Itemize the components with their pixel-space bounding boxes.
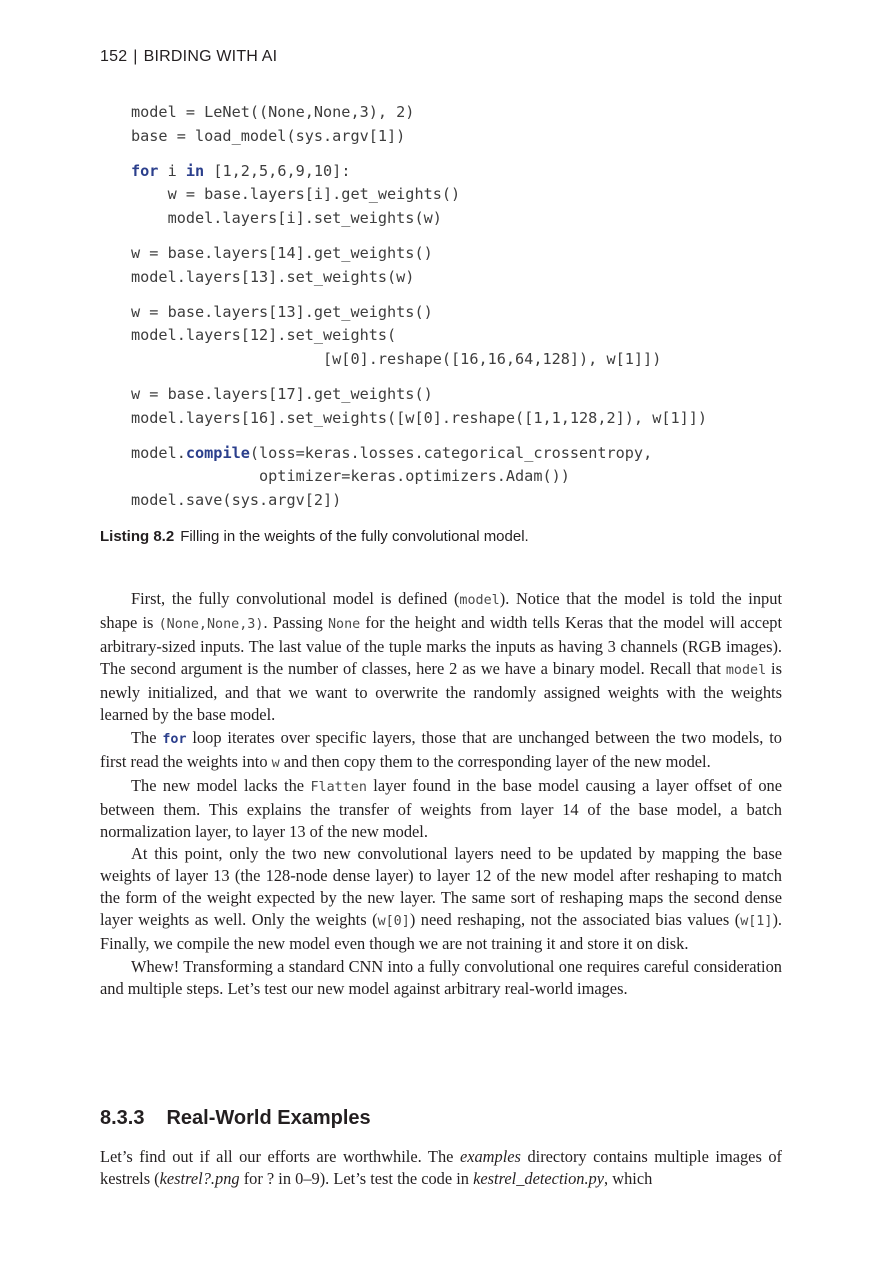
paragraph: Let’s find out if all our efforts are worthwhile. The examples directory contains multiple images of kestrels (kestrel?.png for ? in 0–9). Let’s test the code in kestrel_detection.py, which: [100, 1147, 782, 1189]
code-line: [w[0].reshape([16,16,64,128]), w[1]]): [131, 350, 662, 369]
section-heading: [100, 1107, 371, 1130]
section-number: 8.3.3: [100, 1107, 145, 1129]
running-header: [100, 48, 277, 66]
code-line: model.layers[12].set_weights(: [131, 326, 397, 345]
code-line: w = base.layers[i].get_weights(): [131, 185, 461, 204]
code-line: model = LeNet((None,None,3), 2): [131, 103, 415, 121]
section-title: Real-World Examples: [166, 1107, 371, 1129]
code-line: w = base.layers[14].get_weights(): [131, 243, 433, 262]
inline-code: model: [459, 593, 500, 608]
listing-caption-text: Filling in the weights of the fully convolutional model.: [180, 528, 529, 545]
code-line: model.layers[i].set_weights(w): [131, 209, 442, 228]
inline-code: w[0]: [377, 914, 410, 930]
body-text: [100, 588, 782, 1000]
inline-code: w[1]: [740, 914, 773, 930]
code-keyword: in: [185, 161, 205, 180]
code-line: model.layers[13].set_weights(w): [131, 267, 415, 286]
listing-caption: [100, 528, 529, 545]
inline-code: model: [725, 663, 767, 679]
body-text-section: [100, 1146, 782, 1190]
listing-label: Listing 8.2: [100, 528, 175, 545]
paragraph: The for loop iterates over specific layers, those that are unchanged between the two models, to first read the weights into w and then copy them to the corresponding layer of the new model.: [100, 727, 782, 771]
code-line: model.save(sys.argv[2]): [131, 491, 342, 510]
code-line: model.layers[16].set_weights([w[0].reshape([1,1,128,2]), w[1]]): [131, 408, 708, 427]
code-line: for i in [1,2,5,6,9,10]:: [131, 161, 351, 180]
inline-code: w: [271, 755, 280, 771]
inline-code: (None,None,3): [158, 617, 264, 633]
code-line: w = base.layers[17].get_weights(): [131, 384, 433, 403]
inline-code-keyword: for: [162, 731, 187, 747]
italic-term: kestrel_detection.py: [473, 1169, 605, 1189]
paragraph: At this point, only the two new convolutional layers need to be updated by mapping the base weights of layer 13 (the 128-node dense layer) to layer 12 of the new model after reshaping to match the form of the weight expected by the new layer. The same sort of reshaping maps the second dense layer weights as well. Only the weights (w[0]) need reshaping, not the associated bias values (w[1]). Finally, we compile the new model even though we are not training it and store it on disk.: [100, 844, 782, 954]
code-keyword: for: [131, 161, 159, 180]
italic-term: examples: [459, 1147, 521, 1166]
page-number: 152: [100, 48, 128, 65]
paragraph: First, the fully convolutional model is defined (model). Notice that the model is told the input shape is (None,None,3). Passing None for the height and width tells Keras that the model will accept arbitrary-sized inputs. The last value of the tuple marks the inputs as having 3 channels (RGB images). The second argument is the number of classes, here 2 as we have a binary model. Recall that model is newly initialized, and that we want to overwrite the randomly assigned weights with the weights learned by the base model.: [100, 589, 783, 725]
header-separator: |: [133, 48, 138, 65]
paragraph: Whew! Transforming a standard CNN into a fully convolutional one requires careful consideration and multiple steps. Let’s test our new model against arbitrary real-world images.: [100, 956, 782, 998]
italic-term: kestrel?.png: [159, 1169, 240, 1189]
running-title: BIRDING WITH AI: [143, 48, 278, 65]
code-line: base = load_model(sys.argv[1]): [131, 126, 406, 145]
paragraph: The new model lacks the Flatten layer found in the base model causing a layer offset of one between them. This explains the transfer of weights from layer 14 of the base model, a batch normalization layer, to layer 13 of the new model.: [100, 775, 783, 841]
inline-code: None: [328, 617, 361, 633]
code-line: optimizer=keras.optimizers.Adam()): [131, 467, 570, 486]
code-keyword: compile: [185, 443, 250, 462]
code-listing: [131, 101, 831, 513]
code-line: w = base.layers[13].get_weights(): [131, 302, 433, 321]
inline-code: Flatten: [310, 779, 367, 795]
code-line: model.compile(loss=keras.losses.categorical_crossentropy,: [131, 443, 653, 462]
